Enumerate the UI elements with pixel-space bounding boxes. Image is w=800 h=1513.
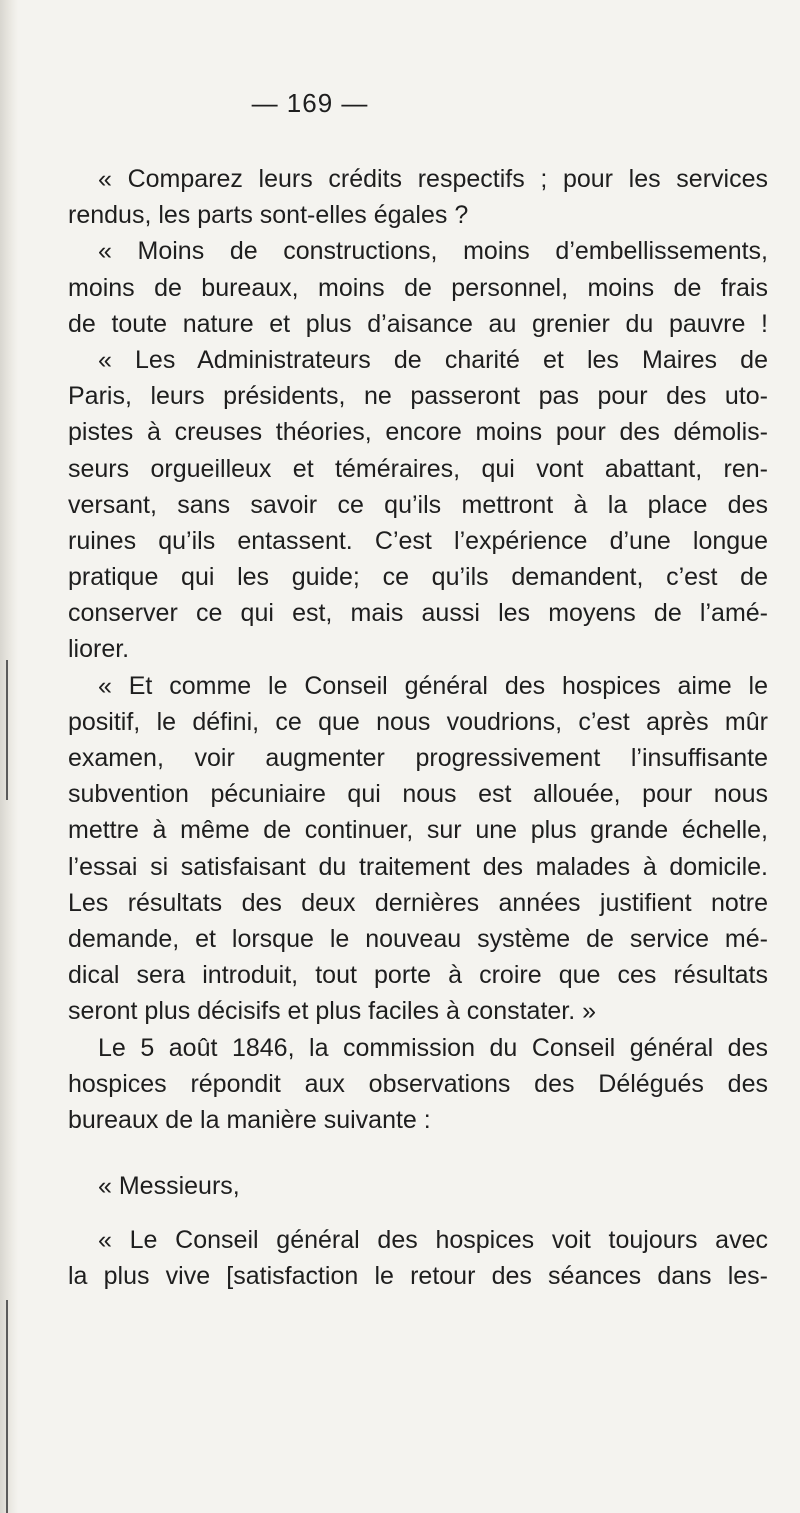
text-line: seurs orgueilleux et téméraires, qui vont abattant, ren- [68, 454, 768, 483]
text-line: « Moins de constructions, moins d’embellissements, [98, 237, 768, 266]
text-line: positif, le défini, ce que nous voudrions, c’est après mûr [68, 707, 768, 736]
text-line: rendus, les parts sont-elles égales ? [68, 201, 469, 230]
page-edge-mark [6, 1300, 8, 1513]
text-line: pistes à creuses théories, encore moins pour des démolis- [68, 418, 768, 447]
text-line: pratique qui les guide; ce qu’ils demandent, c’est de [68, 563, 768, 592]
text-line: « Et comme le Conseil général des hospices aime le [98, 671, 768, 700]
text-line: dical sera introduit, tout porte à croire que ces résultats [68, 961, 768, 990]
text-line: demande, et lorsque le nouveau système de service mé- [68, 924, 768, 953]
text-line: « Le Conseil général des hospices voit toujours avec [98, 1226, 768, 1255]
text-line: bureaux de la manière suivante : [68, 1105, 431, 1134]
page-gutter-shadow [0, 0, 18, 1513]
text-line: subvention pécuniaire qui nous est allouée, pour nous [68, 780, 768, 809]
text-line: Les résultats des deux dernières années justifient notre [68, 888, 768, 917]
text-line: conserver ce qui est, mais aussi les moyens de l’amé- [68, 599, 768, 628]
text-line: versant, sans savoir ce qu’ils mettront à la place des [68, 490, 768, 519]
salutation-line: « Messieurs, [98, 1172, 240, 1201]
text-line: l’essai si satisfaisant du traitement des malades à domicile. [68, 852, 768, 881]
text-line: examen, voir augmenter progressivement l’insuffisante [68, 744, 768, 772]
paragraph-gap [68, 1204, 768, 1222]
body-text [68, 161, 768, 1295]
page-number: — 169 — [251, 88, 369, 118]
text-line: moins de bureaux, moins de personnel, moins de frais [68, 273, 768, 302]
text-line: mettre à même de continuer, sur une plus grande échelle, [68, 816, 768, 845]
text-line: Paris, leurs présidents, ne passeront pas pour des uto- [68, 382, 768, 411]
text-line: ruines qu’ils entassent. C’est l’expérience d’une longue [68, 526, 768, 555]
text-line: de toute nature et plus d’aisance au grenier du pauvre ! [68, 309, 768, 338]
text-line: liorer. [68, 635, 130, 664]
text-line: la plus vive [satisfaction le retour des séances dans les- [68, 1262, 768, 1291]
text-line: « Comparez leurs crédits respectifs ; pour les services [98, 165, 768, 193]
text-line: « Les Administrateurs de charité et les Maires de [98, 345, 768, 374]
paragraph-gap [68, 1138, 768, 1168]
text-line: seront plus décisifs et plus faciles à constater. » [68, 997, 597, 1026]
text-line: Le 5 août 1846, la commission du Conseil général des [98, 1033, 768, 1062]
text-line: hospices répondit aux observations des Délégués des [68, 1069, 768, 1098]
page-edge-mark [6, 660, 8, 800]
